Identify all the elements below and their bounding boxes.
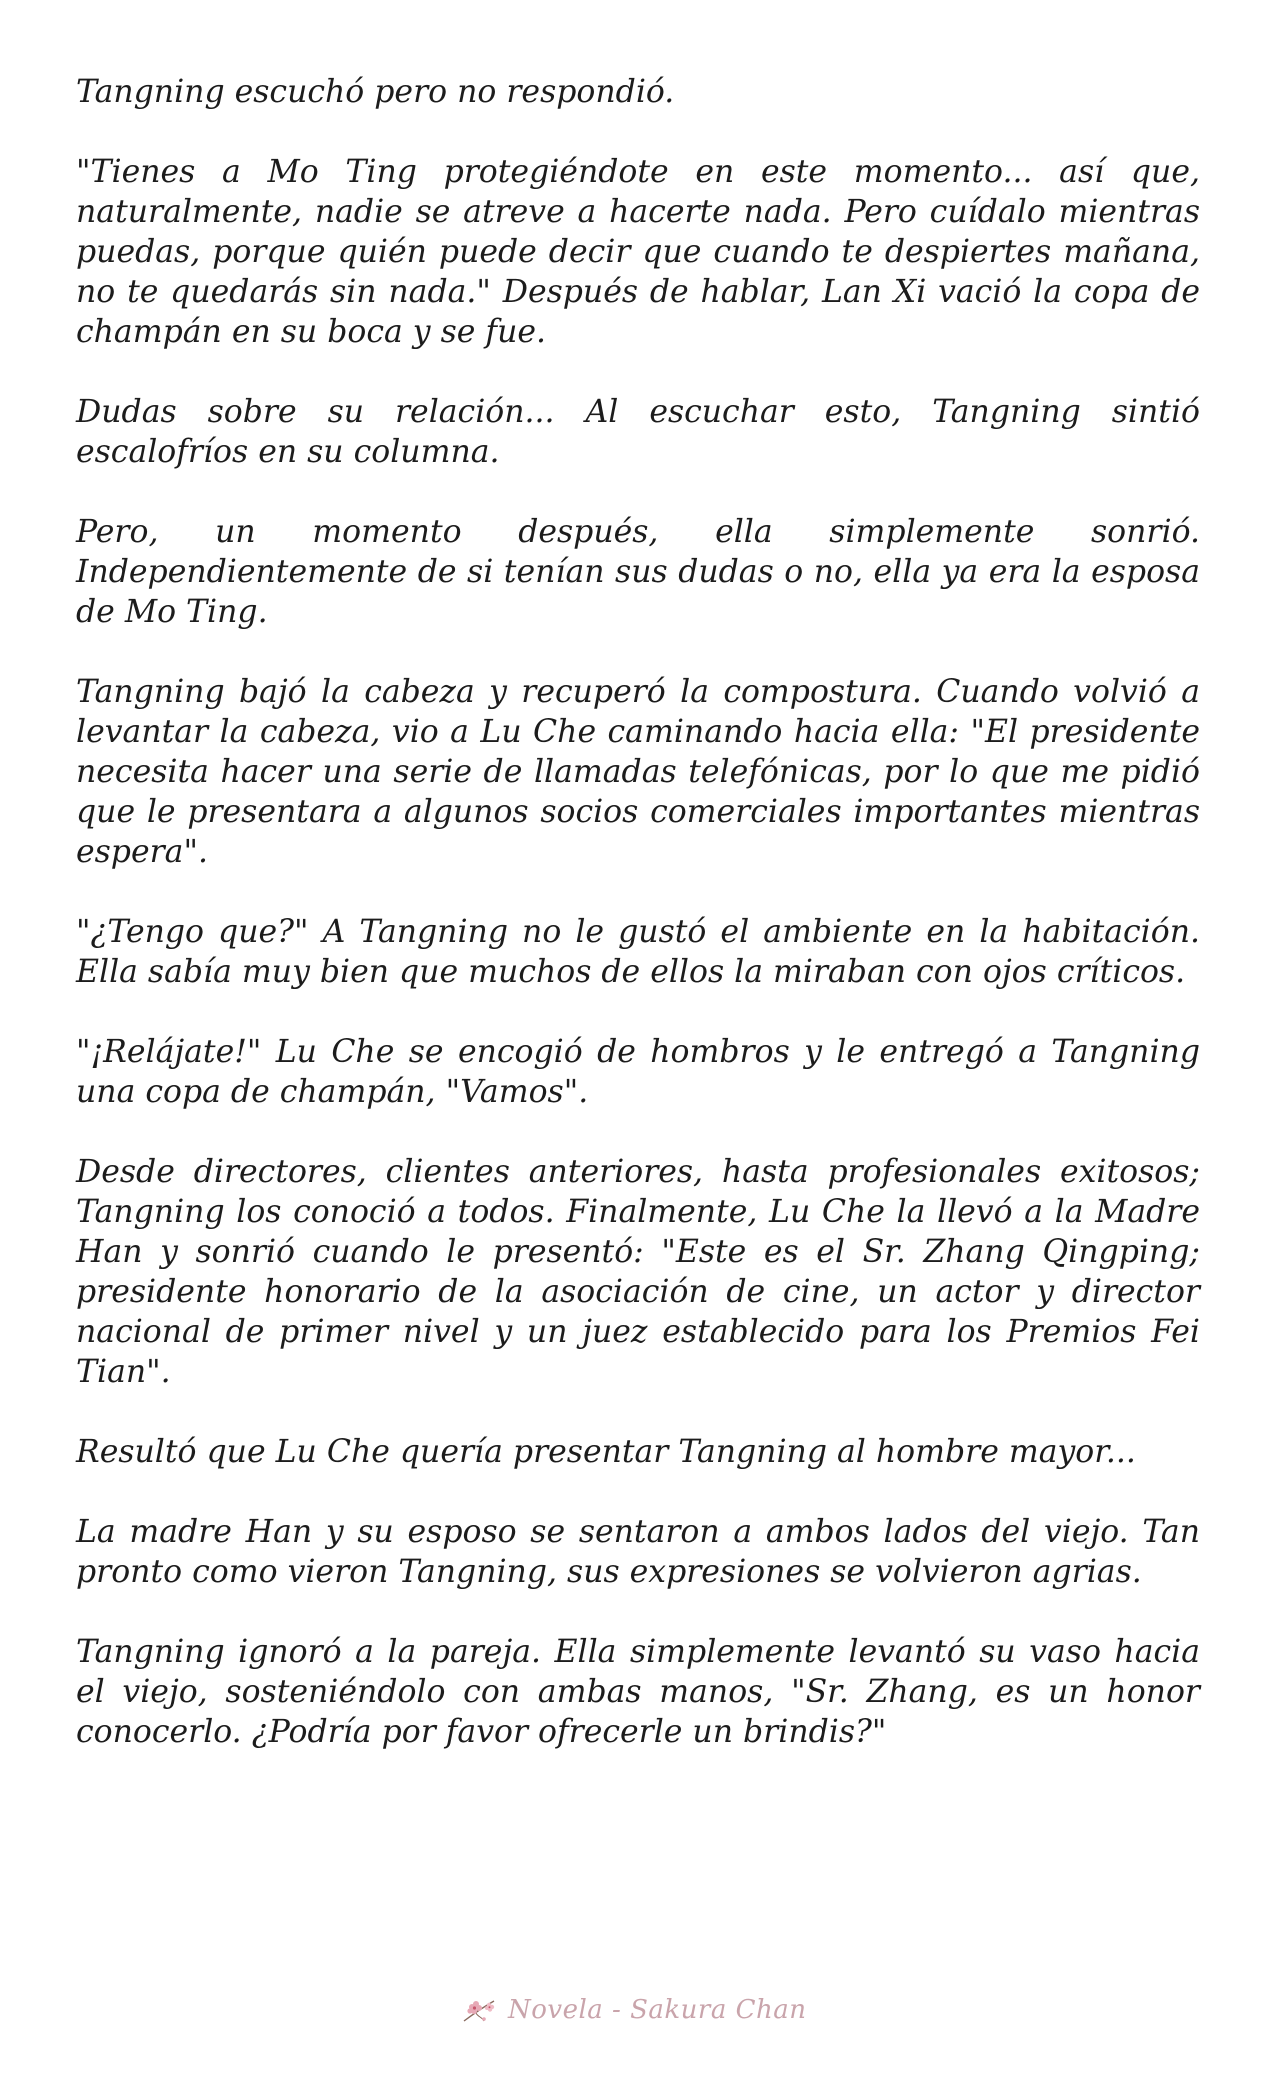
paragraph: "Tienes a Mo Ting protegiéndote en este momento... así que, naturalmente, nadie se atreve a hacerte nada. Pero cuídalo mientras puedas, porque quién puede decir que cuando te despiertes mañana, no te quedarás sin nada." Después de hablar, Lan Xi vació la copa de champán en su boca y se fue. [76,154,1200,350]
paragraph: Tangning bajó la cabeza y recuperó la compostura. Cuando volvió a levantar la cabeza, vio a Lu Che caminando hacia ella: "El presidente necesita hacer una serie de llamadas telefónicas, por lo que me pidió que le presentara a algunos socios comerciales importantes mientras espera". [76,674,1200,870]
paragraph: Desde directores, clientes anteriores, hasta profesionales exitosos; Tangning los conoció a todos. Finalmente, Lu Che la llevó a la Madre Han y sonrió cuando le presentó: "Este es el Sr. Zhang Qingping; presidente honorario de la asociación de cine, un actor y director nacional de primer nivel y un juez establecido para los Premios Fei Tian". [76,1154,1200,1390]
cherry-blossom-icon [462,1995,498,2025]
paragraph: "¡Relájate!" Lu Che se encogió de hombros y le entregó a Tangning una copa de champán, "Vamos". [76,1034,1200,1110]
paragraph: Tangning escuchó pero no respondió. [76,74,675,110]
watermark-text: Novela - Sakura Chan [508,1995,807,2025]
paragraph: Dudas sobre su relación... Al escuchar esto, Tangning sintió escalofríos en su columna. [76,394,1200,470]
paragraph: "¿Tengo que?" A Tangning no le gustó el ambiente en la habitación. Ella sabía muy bien que muchos de ellos la miraban con ojos críticos. [76,914,1200,990]
paragraph: Pero, un momento después, ella simplemente sonrió. Independientemente de si tenían sus dudas o no, ella ya era la esposa de Mo Ting. [76,514,1200,630]
paragraph: Resultó que Lu Che quería presentar Tangning al hombre mayor... [76,1434,1136,1470]
document-body [76,72,1200,1792]
paragraph: La madre Han y su esposo se sentaron a ambos lados del viejo. Tan pronto como vieron Tangning, sus expresiones se volvieron agrias. [76,1514,1200,1590]
paragraph: Tangning ignoró a la pareja. Ella simplemente levantó su vaso hacia el viejo, sosteniéndolo con ambas manos, "Sr. Zhang, es un honor conocerlo. ¿Podría por favor ofrecerle un brindis?" [76,1634,1200,1750]
watermark [462,1988,822,2032]
